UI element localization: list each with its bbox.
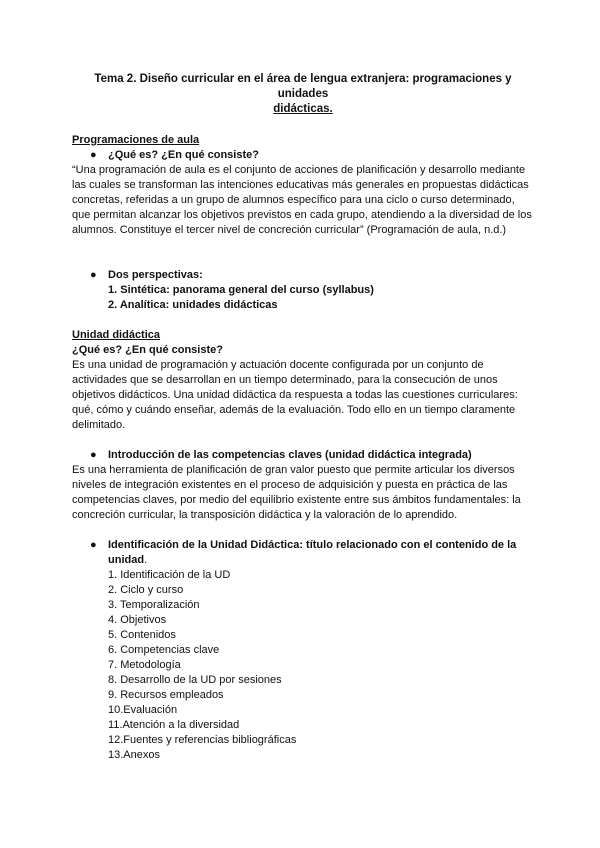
list-item: 2. Ciclo y curso <box>108 584 184 596</box>
bullet-dot: ● <box>90 539 97 551</box>
identificacion-title-end: . <box>144 554 148 566</box>
list-item: 5. Contenidos <box>108 629 176 641</box>
section-heading-programaciones: Programaciones de aula <box>72 134 200 146</box>
ud-items-list <box>72 568 534 763</box>
document-title <box>72 72 534 117</box>
bullet-competencias <box>72 448 534 463</box>
paragraph-programacion-definition: “Una programación de aula es el conjunto de acciones de planificación y desarrollo mediante las cuales se transforman las intenciones educativas más generales en propuestas didácticas concretas, referidas a un grupo de alumnos específico para una ciclo o curso determinado, que permitan alcanzar los objetivos previstos en cada grupo, atendiendo a la diversidad de los alumnos. Constituye el tercer nivel de concreción curricular” (Programación de aula, n.d.) <box>72 164 532 236</box>
identificacion-title: Identificación de la Unidad Didáctica: título relacionado con el contenido de la unidad <box>108 539 517 566</box>
bullet-dot: ● <box>90 269 97 281</box>
title-line-1: Tema 2. Diseño curricular en el área de lengua extranjera: programaciones y unidades <box>94 73 512 100</box>
list-item: 1. Identificación de la UD <box>108 569 231 581</box>
list-item: 12.Fuentes y referencias bibliográficas <box>108 734 297 746</box>
perspective-analitica: 2. Analítica: unidades didácticas <box>108 299 278 311</box>
perspective-sintetica: 1. Sintética: panorama general del curso (syllabus) <box>108 284 374 296</box>
list-item: 6. Competencias clave <box>108 644 220 656</box>
bullet-question-1 <box>72 148 534 163</box>
question-text: ¿Qué es? ¿En qué consiste? <box>108 149 259 161</box>
list-item: 8. Desarrollo de la UD por sesiones <box>108 674 282 686</box>
paragraph-unidad-definition: Es una unidad de programación y actuación docente configurada por un conjunto de actividades que se desarrollan en un tiempo determinado, para la consecución de unos objetivos didácticos. Una unidad didáctica da respuesta a todas las cuestiones curriculares: qué, cómo y cuándo enseñar, además de la evaluación. Todo ello en un tiempo claramente delimitado. <box>72 359 518 431</box>
question-unidad: ¿Qué es? ¿En qué consiste? <box>72 344 223 356</box>
list-item: 13.Anexos <box>108 749 160 761</box>
list-item: 9. Recursos empleados <box>108 689 224 701</box>
list-item: 11.Atención a la diversidad <box>108 719 240 731</box>
list-item: 4. Objetivos <box>108 614 167 626</box>
paragraph-competencias: Es una herramienta de planificación de gran valor puesto que permite articular los diversos niveles de integración existentes en el proceso de adquisición y puesta en práctica de las competencias claves, por medio del equilibrio existente entre sus ámbitos fundamentales: la concreción curricular, la transposición didáctica y la valoración de lo aprendido. <box>72 464 521 521</box>
perspectives-title: Dos perspectivas: <box>108 269 203 281</box>
bullet-dot: ● <box>90 149 97 161</box>
list-item: 7. Metodología <box>108 659 181 671</box>
list-item: 10.Evaluación <box>108 704 178 716</box>
bullet-dos-perspectivas <box>72 268 534 283</box>
bullet-identificacion <box>72 538 534 568</box>
bullet-dot: ● <box>90 449 97 461</box>
document-page <box>72 72 534 763</box>
competencias-title: Introducción de las competencias claves (unidad didáctica integrada) <box>108 449 472 461</box>
section-heading-unidad-didactica: Unidad didáctica <box>72 329 161 341</box>
title-line-2: didácticas. <box>273 103 333 115</box>
list-item: 3. Temporalización <box>108 599 200 611</box>
